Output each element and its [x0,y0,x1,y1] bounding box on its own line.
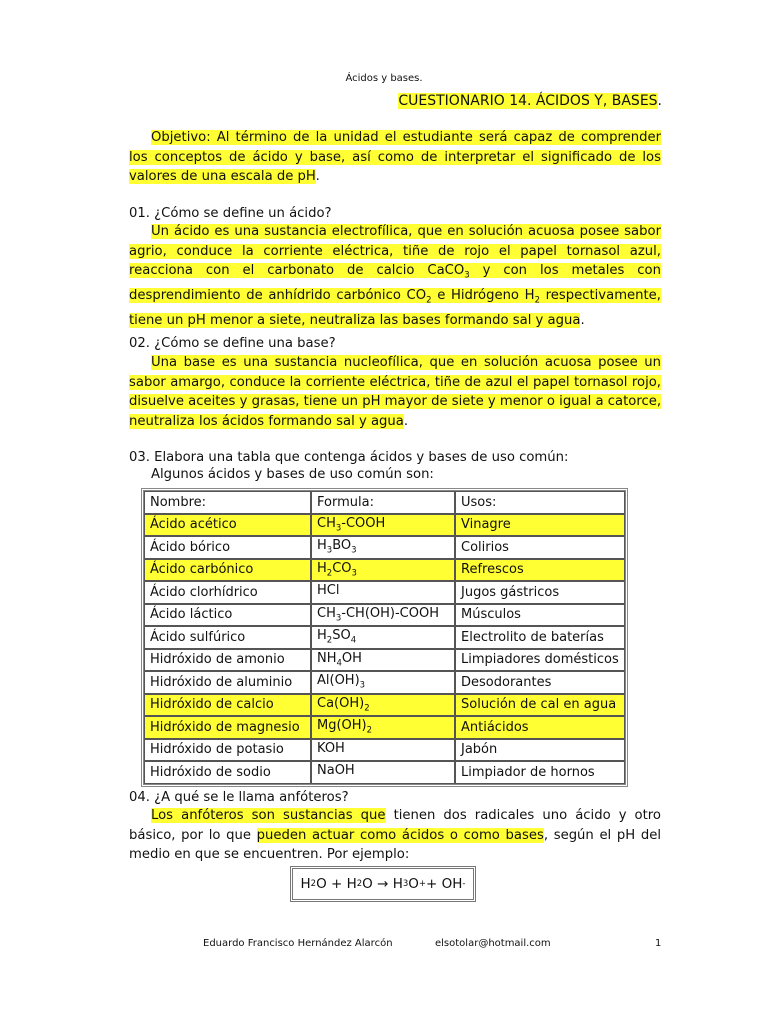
cell-use: Antiácidos [455,716,625,739]
table-row [144,649,625,672]
header-uses: Usos: [455,491,625,514]
cell-name: Ácido acético [144,514,311,537]
table-row [144,536,625,559]
table-row [144,581,625,604]
cell-name: Ácido clorhídrico [144,581,311,604]
cell-name: Ácido bórico [144,536,311,559]
cell-use: Limpiadores domésticos [455,649,625,672]
cell-formula: $CH_3-CH(OH)$-COOH [311,604,455,627]
cell-use: Refrescos [455,559,625,582]
cell-use: Electrolito de baterías [455,626,625,649]
answer-2: Una base es una sustancia nucleofílica, que en solución acuosa posee un sabor amargo, conduce la corriente eléctrica, tiñe de azul el papel tornasol rojo, disuelve aceites y grasas, tiene un pH mayor de siete y menor o igual a catorce, neutraliza los ácidos formando sal y agua. [129,355,662,429]
table-row [144,694,625,717]
cell-name: Ácido láctico [144,604,311,627]
cell-name: Ácido sulfúrico [144,626,311,649]
cell-name: Hidróxido de sodio [144,761,311,784]
header-name: Nombre: [144,491,311,514]
cell-use: Vinagre [455,514,625,537]
objective-paragraph: Objetivo: Al término de la unidad el estudiante será capaz de comprender los conceptos de ácido y base, así como de interpretar el significado de los valores de una escala de pH. [129,130,661,184]
cell-formula: HCl [311,581,455,604]
table-intro: Algunos ácidos y bases de uso común son: [151,467,434,482]
cell-name: Hidróxido de calcio [144,694,311,717]
cell-formula: KOH [311,739,455,762]
table-row [144,559,625,582]
question-1: 01. ¿Cómo se define un ácido? [129,206,332,221]
cell-use: Desodorantes [455,671,625,694]
table-row [144,671,625,694]
cell-use: Limpiador de hornos [455,761,625,784]
table-header-row [144,491,625,514]
cell-formula: $Al(OH)_3$ [311,671,455,694]
cell-formula: $CH_3$-COOH [311,514,455,537]
document-title [398,93,662,109]
title-text: CUESTIONARIO 14. ÁCIDOS Y, BASES [398,93,658,109]
cell-name: Hidróxido de aluminio [144,671,311,694]
acids-bases-table [141,488,628,787]
table-row [144,739,625,762]
amphoteric-equation: H 2 O + H 2 O → H 3 O + + OH - [290,866,476,902]
objective-text: Objetivo: Al término de la unidad el estudiante será capaz de comprender los conceptos de ácido y base, así como de interpretar el significado de los valores de una escala de pH [129,130,661,184]
cell-use: Colirios [455,536,625,559]
cell-name: Hidróxido de potasio [144,739,311,762]
cell-formula: $H_2CO_3$ [311,559,455,582]
footer-email: elsotolar@hotmail.com [435,938,551,949]
header-formula: Formula: [311,491,455,514]
table-row [144,716,625,739]
cell-formula: $Ca(OH)_2$ [311,694,455,717]
cell-formula: $H_2SO_4$ [311,626,455,649]
cell-name: Hidróxido de amonio [144,649,311,672]
question-4: 04. ¿A qué se le llama anfóteros? [129,790,349,805]
cell-use: Jugos gástricos [455,581,625,604]
footer-author: Eduardo Francisco Hernández Alarcón [203,938,393,949]
cell-formula: NaOH [311,761,455,784]
cell-name: Hidróxido de magnesio [144,716,311,739]
table-row [144,514,625,537]
cell-formula: $H_3BO_3$ [311,536,455,559]
cell-use: Jabón [455,739,625,762]
page-number: 1 [655,938,662,949]
question-2: 02. ¿Cómo se define una base? [129,336,336,351]
answer-4: Los anfóteros son sustancias que tienen dos radicales uno ácido y otro básico, por lo que pueden actuar como ácidos o como bases, según el pH del medio en que se encuentren. Por ejemplo: [129,808,661,862]
cell-name: Ácido carbónico [144,559,311,582]
answer-1: Un ácido es una sustancia electrofílica, que en solución acuosa posee sabor agrio, conduce la corriente eléctrica, tiñe de rojo el papel tornasol azul, reacciona con el carbonato de calcio CaCO$_3$ y con los metales con desprendimiento de anhídrido carbónico $CO_2$ e Hidrógeno $H_2$ respectivamente, tiene un pH menor a siete, neutraliza las bases formando sal y agua. [129,224,661,329]
question-3: 03. Elabora una tabla que contenga ácidos y bases de uso común: [129,450,569,465]
table-row [144,604,625,627]
cell-use: Solución de cal en agua [455,694,625,717]
table-row [144,761,625,784]
title-period: . [657,93,662,109]
table-row [144,626,625,649]
running-header: Ácidos y bases. [345,73,423,84]
cell-formula: $NH_4OH$ [311,649,455,672]
cell-use: Músculos [455,604,625,627]
cell-formula: $Mg(OH)_2$ [311,716,455,739]
